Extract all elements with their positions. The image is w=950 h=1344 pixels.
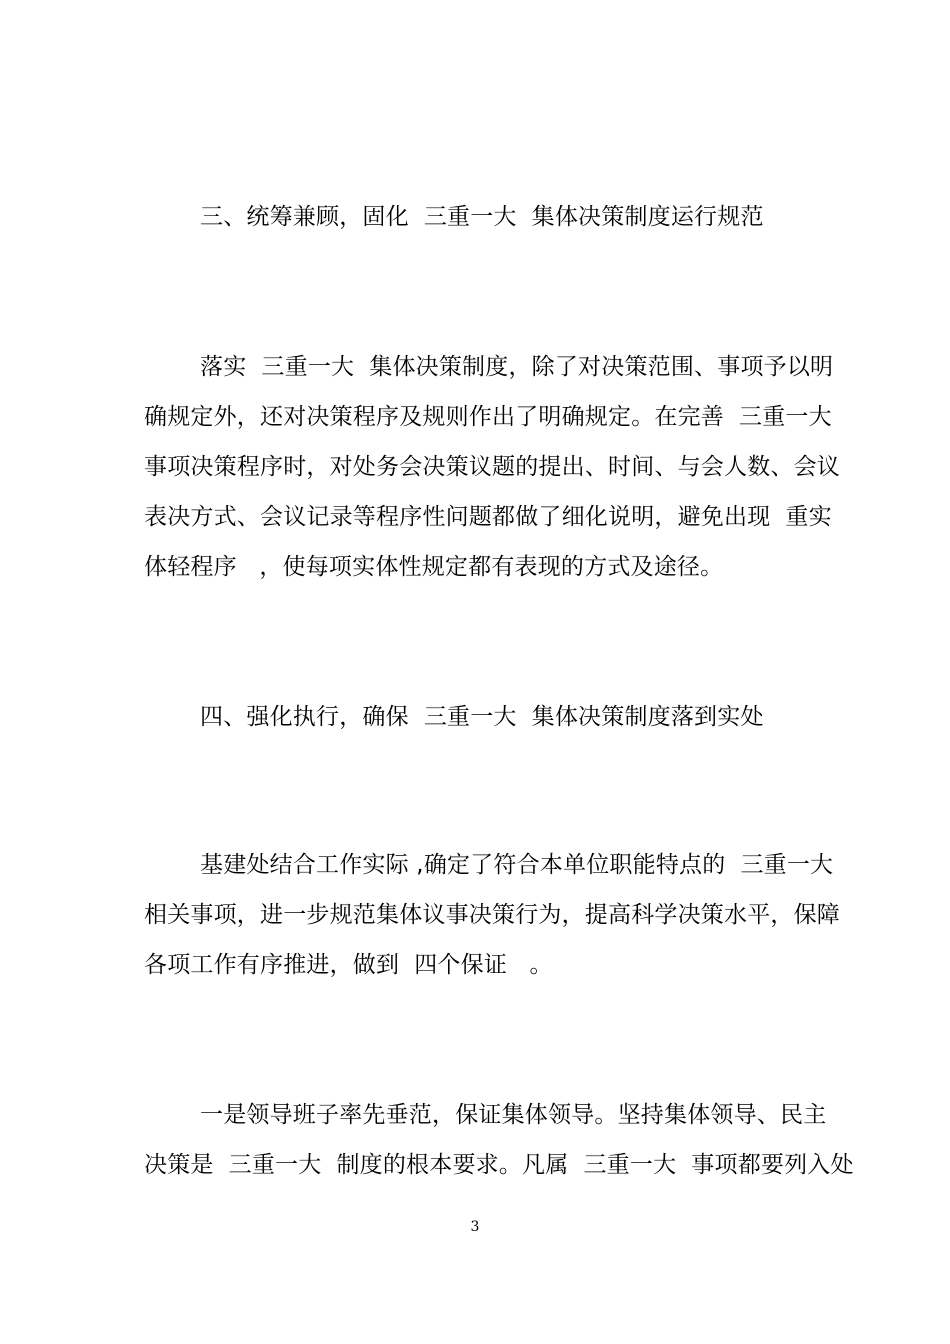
paragraph-line: 落实 三重一大 集体决策制度，除了对决策范围、事项予以明 — [200, 354, 834, 380]
page-number: 3 — [470, 1219, 480, 1235]
paragraph-line: 一是领导班子率先垂范，保证集体领导。坚持集体领导、民主 — [200, 1102, 827, 1128]
paragraph-line: 各项工作有序推进，做到 四个保证 。 — [144, 952, 553, 978]
section-heading-3: 三、统筹兼顾，固化 三重一大 集体决策制度运行规范 — [200, 204, 764, 230]
paragraph-line: 相关事项，进一步规范集体议事决策行为，提高科学决策水平，保障 — [144, 902, 840, 928]
paragraph-line: 确规定外，还对决策程序及规则作出了明确规定。在完善 三重一大 — [144, 404, 832, 430]
paragraph-line: 决策是 三重一大 制度的根本要求。凡属 三重一大 事项都要列入处 — [144, 1152, 854, 1178]
section-heading-4: 四、强化执行，确保 三重一大 集体决策制度落到实处 — [200, 704, 764, 730]
paragraph-line: 事项决策程序时，对处务会决策议题的提出、时间、与会人数、会议 — [144, 454, 840, 480]
paragraph-line: 表决方式、会议记录等程序性问题都做了细化说明，避免出现 重实 — [144, 504, 832, 530]
paragraph-line: 基建处结合工作实际 ,确定了符合本单位职能特点的 三重一大 — [200, 852, 834, 878]
paragraph-line: 体轻程序 ，使每项实体性规定都有表现的方式及途径。 — [144, 554, 724, 580]
